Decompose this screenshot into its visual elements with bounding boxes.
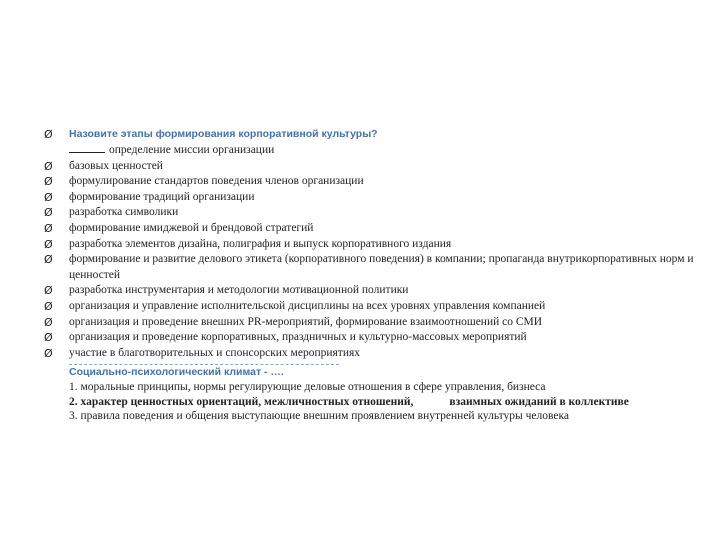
list-item-text: организация и проведение внешних PR-мероприятий, формирование взаимоотношений со СМИ bbox=[69, 315, 543, 328]
list-item bbox=[44, 159, 704, 175]
bullet-icon: Ø bbox=[44, 190, 53, 204]
list-item-text: формирование имиджевой и брендовой стратегий bbox=[69, 221, 314, 234]
list-item bbox=[44, 315, 704, 331]
list-item-text: разработка инструментария и методологии мотивационной политики bbox=[69, 284, 409, 297]
bullet-icon: Ø bbox=[44, 253, 53, 267]
list-item-text: определение миссии организации bbox=[69, 142, 704, 159]
list-item bbox=[44, 237, 704, 253]
list-item-text: формирование и развитие делового этикета (корпоративного поведения) в компании; пропаганда внутрикорпоративных норм и ценностей bbox=[69, 253, 694, 281]
answer-blank bbox=[69, 142, 105, 153]
bullet-icon: Ø bbox=[44, 175, 53, 189]
list-item-text: формирование традиций организации bbox=[69, 190, 255, 203]
list-item bbox=[44, 252, 704, 283]
list-item bbox=[44, 174, 704, 190]
bullet-icon: Ø bbox=[44, 284, 53, 298]
bullet-icon: Ø bbox=[44, 331, 53, 345]
answer-option-1: 1. моральные принципы, нормы регулирующие деловые отношения в сфере управления, бизнеса bbox=[69, 381, 546, 394]
list-item bbox=[44, 142, 704, 159]
bullet-icon: Ø bbox=[44, 128, 53, 141]
list-item-text: разработка символики bbox=[69, 206, 179, 219]
list-item bbox=[44, 299, 704, 315]
answer-option-2: 2. характер ценностных ориентаций, межличностных отношений, взаимных ожиданий в коллективе bbox=[69, 395, 629, 408]
question-row bbox=[44, 127, 704, 142]
list-item bbox=[44, 221, 704, 237]
bullet-icon: Ø bbox=[44, 159, 53, 173]
bullet-icon: Ø bbox=[44, 221, 53, 235]
list-item bbox=[44, 190, 704, 206]
bullet-icon: Ø bbox=[44, 206, 53, 220]
list-item bbox=[44, 283, 704, 299]
slide-content bbox=[44, 127, 704, 424]
list-item bbox=[44, 205, 704, 221]
list-item bbox=[44, 346, 704, 362]
bullet-icon: Ø bbox=[44, 299, 53, 313]
list-item-text: организация и управление исполнительской дисциплины на всех уровнях управления компанией bbox=[69, 299, 546, 312]
list-item-text: базовых ценностей bbox=[69, 159, 163, 172]
bullet-icon: Ø bbox=[44, 237, 53, 251]
list-item-text: разработка элементов дизайна, полиграфия и выпуск корпоративного издания bbox=[69, 237, 452, 250]
question-text: Назовите этапы формирования корпоративной культуры? bbox=[69, 128, 378, 140]
list-item bbox=[44, 330, 704, 346]
list-item-text: организация и проведение корпоративных, праздничных и культурно-массовых мероприятий bbox=[69, 331, 527, 344]
bullet-icon: Ø bbox=[44, 315, 53, 329]
answer-option-3: 3. правила поведения и общения выступающие внешним проявлением внутренней культуры человека bbox=[69, 410, 570, 423]
bullet-icon: Ø bbox=[44, 346, 53, 360]
list-item-text: формулирование стандартов поведения членов организации bbox=[69, 175, 364, 188]
list-item-text: участие в благотворительных и спонсорских мероприятиях bbox=[69, 346, 361, 359]
sub-question-heading: Социально-психологический климат - …. bbox=[69, 366, 284, 379]
